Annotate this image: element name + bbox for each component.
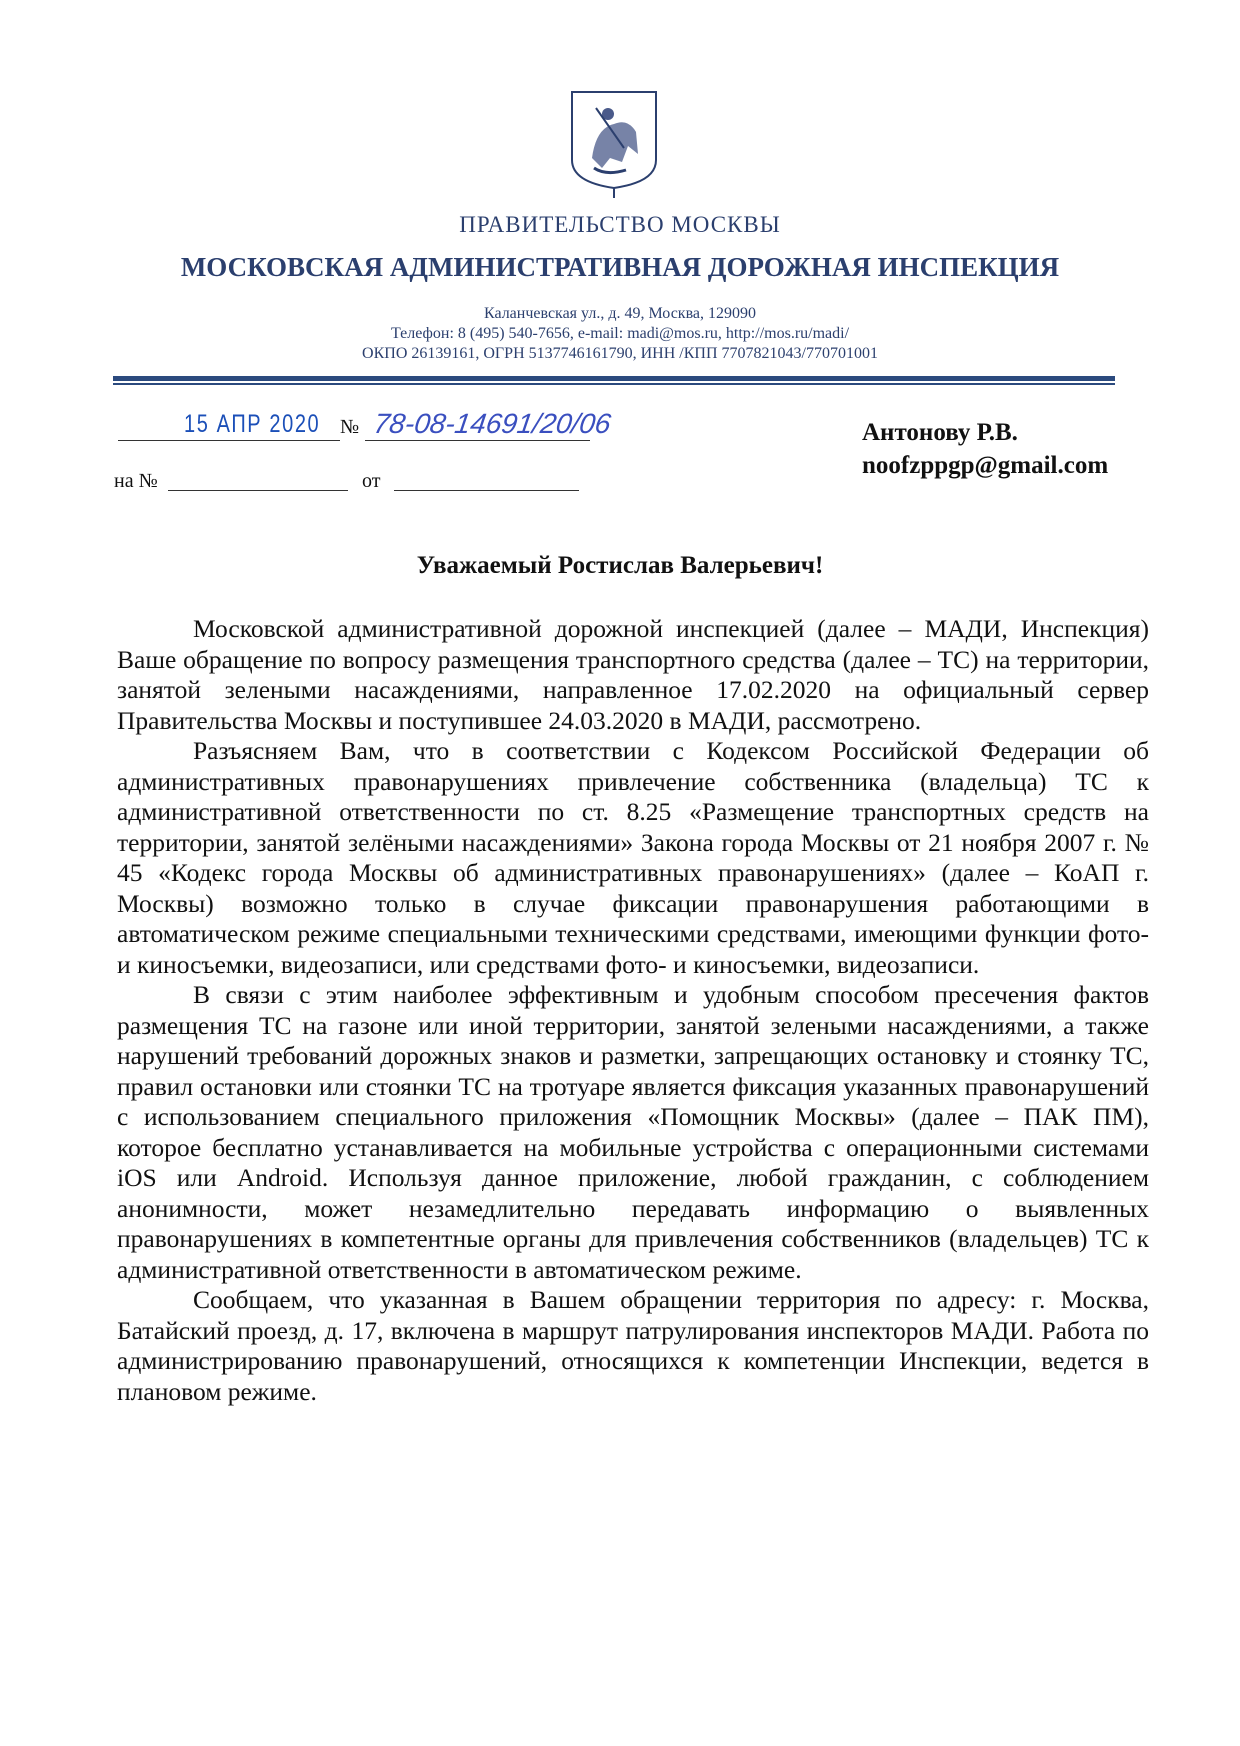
letterhead-details — [0, 304, 1240, 364]
registry-codes: ОКПО 26139161, ОГРН 5137746161790, ИНН /КПП 7707821043/770701001 — [362, 345, 878, 362]
paragraph: Сообщаем, что указанная в Вашем обращении территория по адресу: г. Москва, Батайский проезд, д. 17, включена в маршрут патрулирования инспекторов МАДИ. Работа по администрированию правонарушений, относящихся к компетенции Инспекции, ведется в плановом режиме. — [117, 1285, 1149, 1406]
number-line — [365, 440, 590, 441]
date-stamp: 15 АПР 2020 — [184, 410, 321, 438]
contacts: Телефон: 8 (495) 540-7656, e-mail: madi@mos.ru, http://mos.ru/madi/ — [390, 325, 850, 342]
recipient-block — [862, 416, 1108, 482]
header-divider-thin — [113, 383, 1115, 385]
outgoing-number: 78-08-14691/20/06 — [371, 408, 613, 439]
number-label: № — [340, 416, 360, 438]
recipient-email: noofzppgp@gmail.com — [862, 452, 1109, 479]
reference-number-line — [168, 490, 348, 491]
reference-date-line — [394, 490, 579, 491]
letter-body — [117, 614, 1149, 1407]
reference-date-label: от — [362, 470, 381, 492]
paragraph: В связи с этим наиболее эффективным и удобным способом пресечения фактов размещения ТС на газоне или иной территории, занятой зелеными насаждениями, а также нарушений требований дорожных знаков и разметки, запрещающих остановку и стоянку ТС, правил остановки или стоянки ТС на тротуаре является фиксация указанных правонарушений с использованием специального приложения «Помощник Москвы» (далее – ПАК ПМ), которое бесплатно устанавливается на мобильные устройства с операционными системами iOS или Android. Используя данное приложение, любой гражданин, с соблюдением анонимности, может незамедлительно передавать информацию о выявленных правонарушениях в компетентные органы для привлечения собственников (владельцев) ТС к административной ответственности в автоматическом режиме. — [117, 980, 1149, 1284]
date-line — [118, 440, 340, 441]
moscow-coat-of-arms-icon — [566, 88, 662, 200]
address: Каланчевская ул., д. 49, Москва, 129090 — [483, 305, 757, 322]
reference-number-label: на № — [114, 470, 158, 492]
paragraph: Московской административной дорожной инспекцией (далее – МАДИ, Инспекция) Ваше обращение по вопросу размещения транспортного средства (далее – ТС) на территории, занятой зелеными насаждениями, направленное 17.02.2020 на официальный сервер Правительства Москвы и поступившее 24.03.2020 в МАДИ, рассмотрено. — [117, 614, 1149, 735]
greeting: Уважаемый Ростислав Валерьевич! — [416, 552, 824, 579]
header-divider — [113, 376, 1115, 381]
recipient-name: Антонову Р.В. — [862, 419, 1018, 446]
government-name: ПРАВИТЕЛЬСТВО МОСКВЫ — [459, 212, 781, 237]
organization-name: МОСКОВСКАЯ АДМИНИСТРАТИВНАЯ ДОРОЖНАЯ ИНСПЕКЦИЯ — [180, 252, 1060, 282]
paragraph: Разъясняем Вам, что в соответствии с Кодексом Российской Федерации об административных правонарушениях привлечение собственника (владельца) ТС к административной ответственности по ст. 8.25 «Размещение транспортных средств на территории, занятой зелёными насаждениями» Закона города Москвы от 21 ноября 2007 г. № 45 «Кодекс города Москвы об административных правонарушениях» (далее – КоАП г. Москвы) возможно только в случае фиксации правонарушения работающими в автоматическом режиме специальными техническими средствами, имеющими функции фото- и киносъемки, видеозаписи, или средствами фото- и киносъемки, видеозаписи. — [117, 736, 1149, 979]
